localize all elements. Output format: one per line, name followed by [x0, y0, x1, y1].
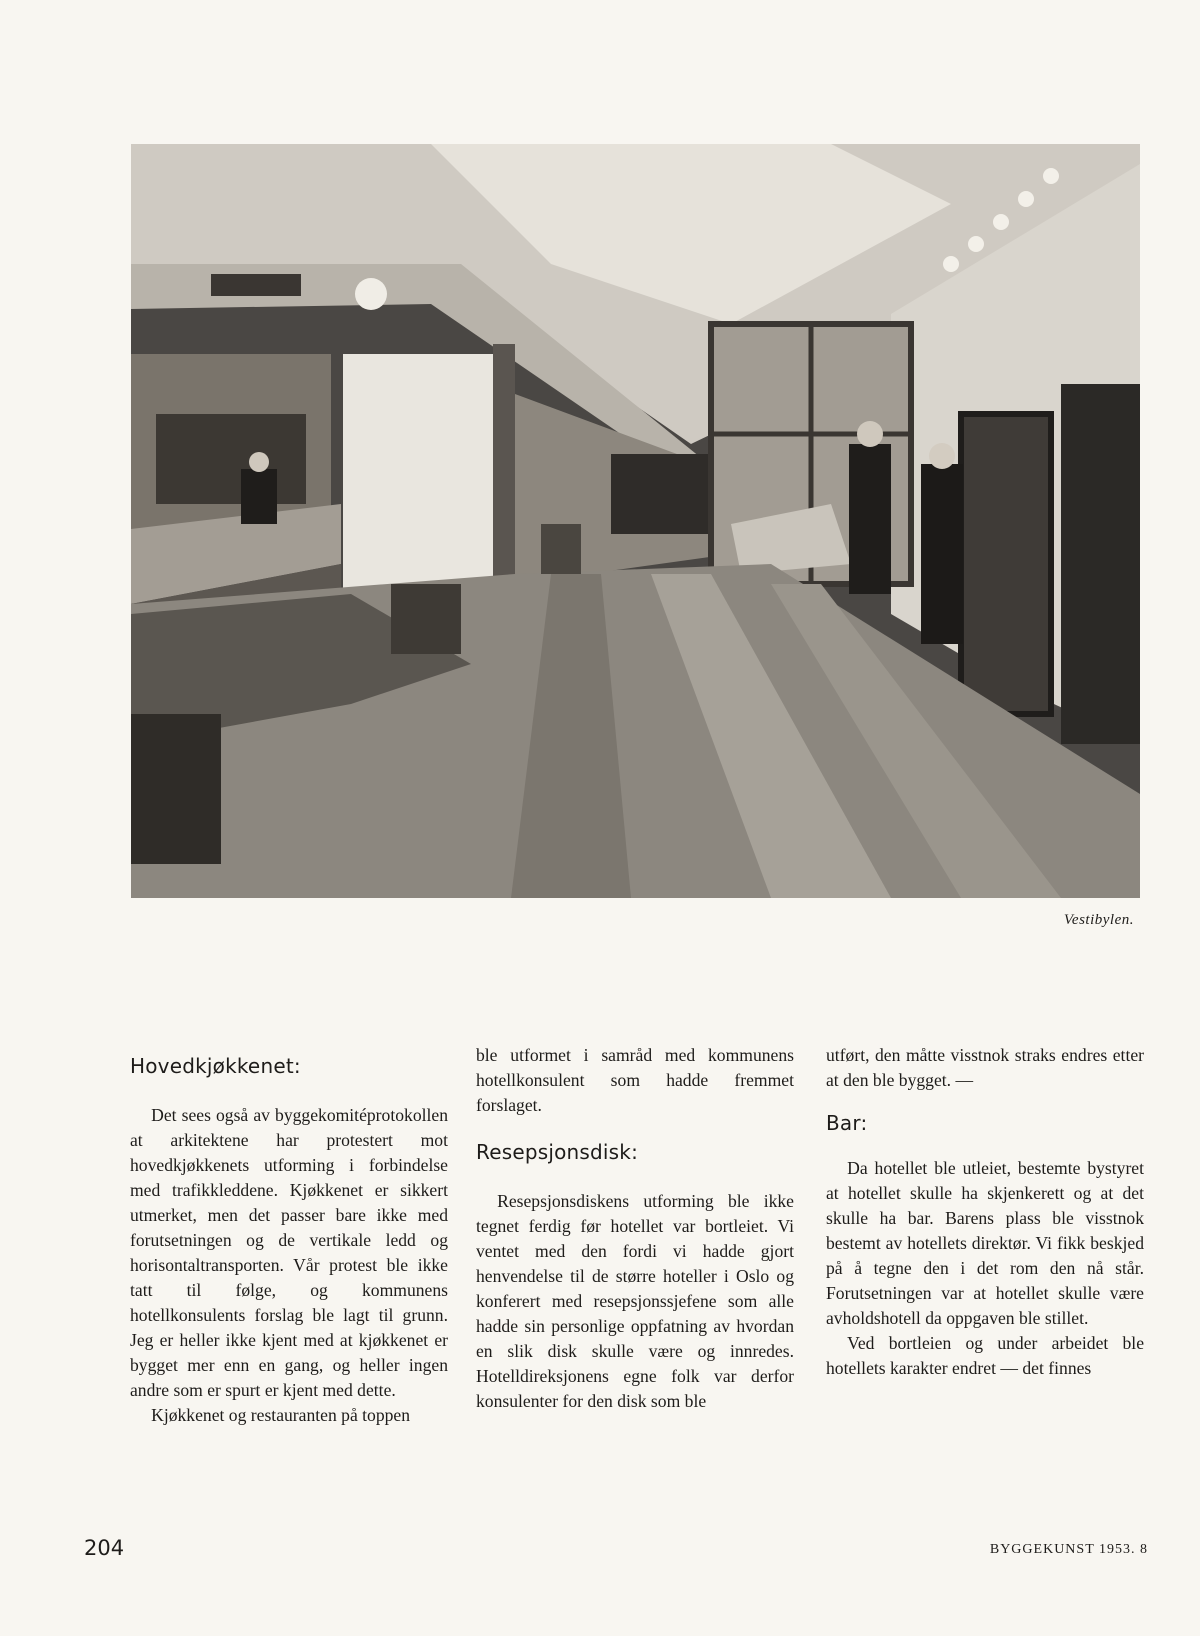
photo-caption: Vestibylen. [1063, 912, 1134, 928]
lobby-photograph-drawing [131, 144, 1140, 898]
paragraph: Kjøkkenet og restauranten på toppen [151, 1405, 411, 1425]
continued-paragraph: utført, den måtte visstnok straks endres etter at den ble bygget. — [826, 1045, 1144, 1090]
paragraph: Resepsjonsdiskens utforming ble ikke tegnet ferdig før hotellet var bortleiet. Vi ventet med den fordi vi hadde gjort henvendelse til de større hoteller i Oslo og konferert med resepsjonssjefene som alle hadde sin personlige oppfatning av hvordan en slik disk skulle være og innredes. Hotelldireksjonens egne folk var derfor konsulenter for den disk som ble [476, 1191, 794, 1411]
text-column-1 [130, 1054, 448, 1428]
section-heading-bar: Bar: [826, 1111, 868, 1135]
section-heading-hovedkjokkenet: Hovedkjøkkenet: [130, 1054, 301, 1078]
text-column-2 [476, 1043, 794, 1414]
paragraph: Det sees også av byggekomitéprotokollen at arkitektene har protestert mot hovedkjøkkenets utforming i forbindelse med trafikkleddene. Kjøkkenet er sikkert utmerket, men det passer bare ikke med forutsetningen og de vertikale ledd og horisontaltransporten. Vår protest ble ikke tatt til følge, og kommunens hotellkonsulents forslag ble lagt til grunn. Jeg er heller ikke kjent med at kjøkkenet er bygget mer enn en gang, og heller ingen andre som er spurt er kjent med dette. [130, 1105, 448, 1400]
journal-footer: BYGGEKUNST 1953. 8 [989, 1542, 1148, 1557]
continued-paragraph: ble utformet i samråd med kommunens hotellkonsulent som hadde fremmet forslaget. [476, 1045, 794, 1115]
section-heading-resepsjonsdisk: Resepsjonsdisk: [476, 1140, 639, 1164]
lobby-photograph [131, 144, 1140, 898]
text-column-3 [826, 1043, 1144, 1381]
paragraph: Ved bortleien og under arbeidet ble hotellets karakter endret — det finnes [826, 1333, 1144, 1378]
page-number: 204 [84, 1536, 125, 1560]
paragraph: Da hotellet ble utleiet, bestemte bystyret at hotellet skulle ha skjenkerett og at det skulle ha bar. Barens plass ble visstnok bestemt av hotellets direktør. Vi fikk beskjed på å tegne den i det rom den nå står. Forutsetningen var at hotellet skulle være avholdshotell da oppgaven ble stillet. [826, 1158, 1144, 1328]
